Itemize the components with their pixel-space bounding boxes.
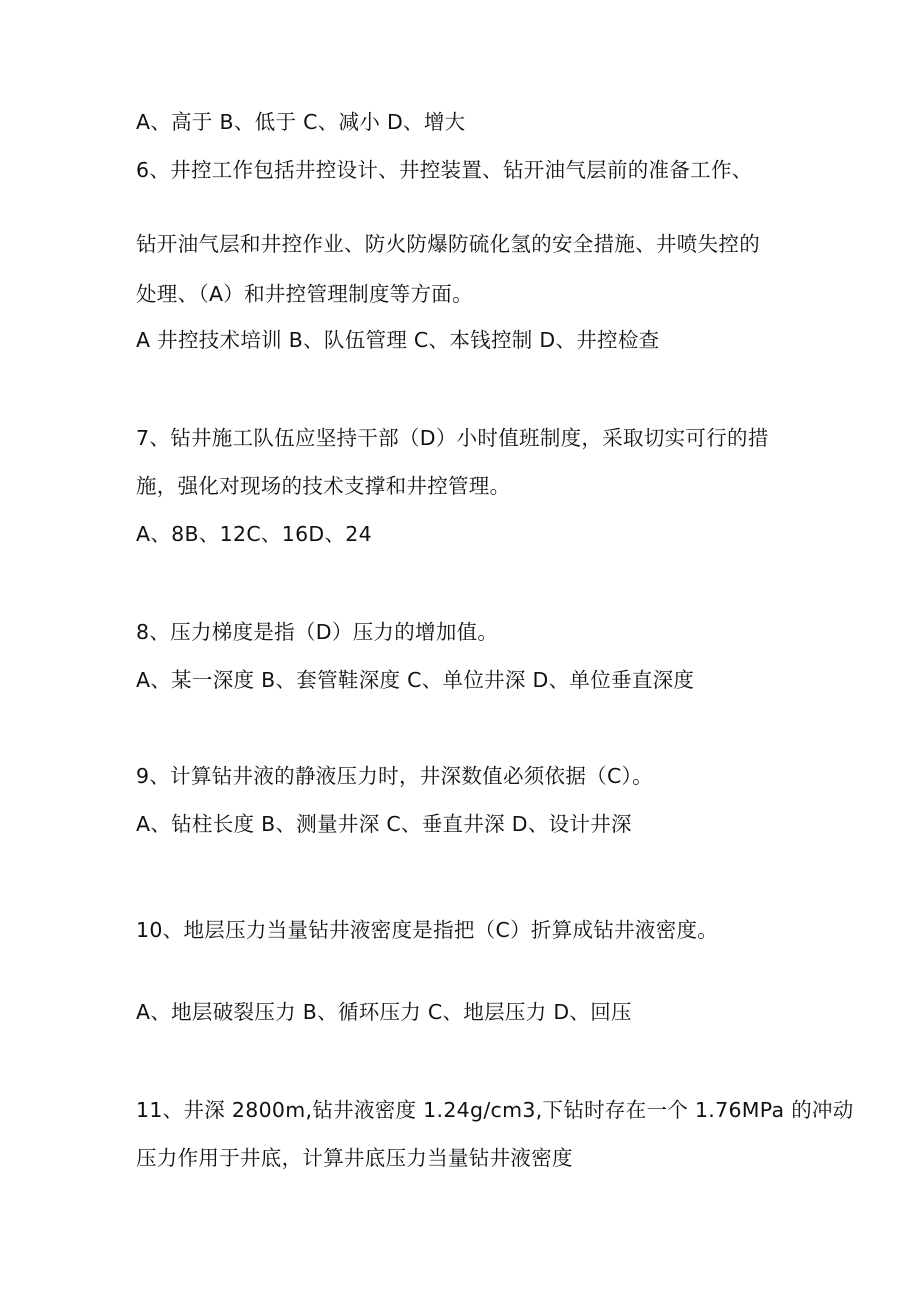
q6-text-line-2: 钻开油气层和井控作业、防火防爆防硫化氢的安全措施、井喷失控的	[136, 232, 760, 256]
q6-options: A 井控技术培训 B、队伍管理 C、本钱控制 D、井控检查	[136, 328, 660, 352]
q7-text-line-1: 7、钻井施工队伍应坚持干部（D）小时值班制度，采取切实可行的措	[136, 426, 769, 450]
q8-options: A、某一深度 B、套管鞋深度 C、单位井深 D、单位垂直深度	[136, 668, 695, 692]
q7-options: A、8B、12C、16D、24	[136, 522, 372, 546]
q10-options: A、地层破裂压力 B、循环压力 C、地层压力 D、回压	[136, 1000, 632, 1024]
q10-text: 10、地层压力当量钻井液密度是指把（C）折算成钻井液密度。	[136, 918, 719, 942]
q7-text-line-2: 施，强化对现场的技术支撑和井控管理。	[136, 474, 511, 498]
q11-text-line-2: 压力作用于井底，计算井底压力当量钻井液密度	[136, 1146, 573, 1170]
q5-options: A、高于 B、低于 C、减小 D、增大	[136, 110, 466, 134]
q6-text-line-1: 6、井控工作包括井控设计、井控装置、钻开油气层前的准备工作、	[136, 158, 753, 182]
q8-text: 8、压力梯度是指（D）压力的增加值。	[136, 620, 499, 644]
q9-text: 9、计算钻井液的静液压力时，井深数值必须依据（C）。	[136, 764, 653, 788]
q9-options: A、钻柱长度 B、测量井深 C、垂直井深 D、设计井深	[136, 812, 632, 836]
q6-text-line-3: 处理、（A）和井控管理制度等方面。	[136, 282, 473, 306]
q11-text-line-1: 11、井深 2800m,钻井液密度 1.24g∕cm3,下钻时存在一个 1.76MPa 的冲动	[136, 1098, 854, 1122]
